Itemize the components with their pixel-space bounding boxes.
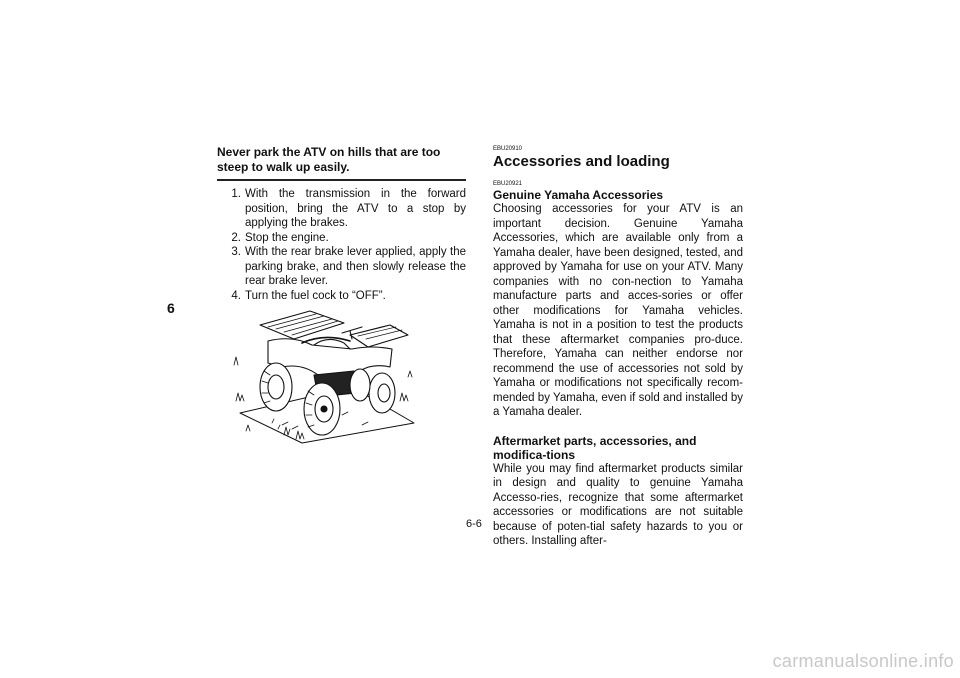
watermark: carmanualsonline.info <box>772 651 954 671</box>
right-column <box>493 145 743 549</box>
subsection-title: Aftermarket parts, accessories, and modifica-tions <box>493 433 697 462</box>
subsection-title: Genuine Yamaha Accessories <box>493 188 664 202</box>
parking-steps <box>217 187 466 303</box>
step-number: 2. <box>231 231 241 244</box>
section-code: EBU20910 <box>493 146 523 152</box>
step-text: Stop the engine. <box>245 231 329 244</box>
step-text: With the transmission in the forward position, bring the ATV to a stop by applying the brakes. <box>245 188 466 229</box>
step-number: 3. <box>231 246 241 258</box>
list-item <box>217 231 466 246</box>
body-paragraph: Choosing accessories for your ATV is an important decision. Genuine Yamaha Accessories, which are available only from a Yamaha dealer, have been designed, tested, and approved by Yamaha for use on your ATV. Many companies with no con-nection to Yamaha manufacture parts and acces-sories or offer other modifications for Yamaha vehicles. Yamaha is not in a position to test the products that these aftermarket companies pro-duce. Therefore, Yamaha can neither endorse nor recommend the use of accessories not sold by Yamaha or modifications not specifically recom-mended by Yamaha, even if sold and installed by a Yamaha dealer. <box>493 203 743 418</box>
step-text: Turn the fuel cock to “OFF”. <box>245 289 386 302</box>
left-column <box>217 145 466 303</box>
body-paragraph: While you may find aftermarket products similar in design and quality to genuine Yamaha Accesso-ries, recognize that some aftermarket accessories or modifications are not suitable because of poten-tial safety hazards to you or others. Installing after- <box>493 462 743 547</box>
subsection-code: EBU20921 <box>493 181 523 187</box>
page-number: 6-6 <box>466 518 482 530</box>
step-number: 1. <box>231 188 241 200</box>
list-item <box>217 187 466 231</box>
list-item <box>217 245 466 289</box>
step-text: With the rear brake lever applied, apply the parking brake, and then slowly release the rear brake lever. <box>245 246 466 287</box>
warning-title: Never park the ATV on hills that are too steep to walk up easily. <box>217 145 466 181</box>
list-item <box>217 289 466 304</box>
atv-parked-illustration-icon <box>232 305 422 445</box>
section-title: Accessories and loading <box>493 153 670 170</box>
step-number: 4. <box>231 289 241 302</box>
chapter-tab: 6 <box>167 300 175 316</box>
